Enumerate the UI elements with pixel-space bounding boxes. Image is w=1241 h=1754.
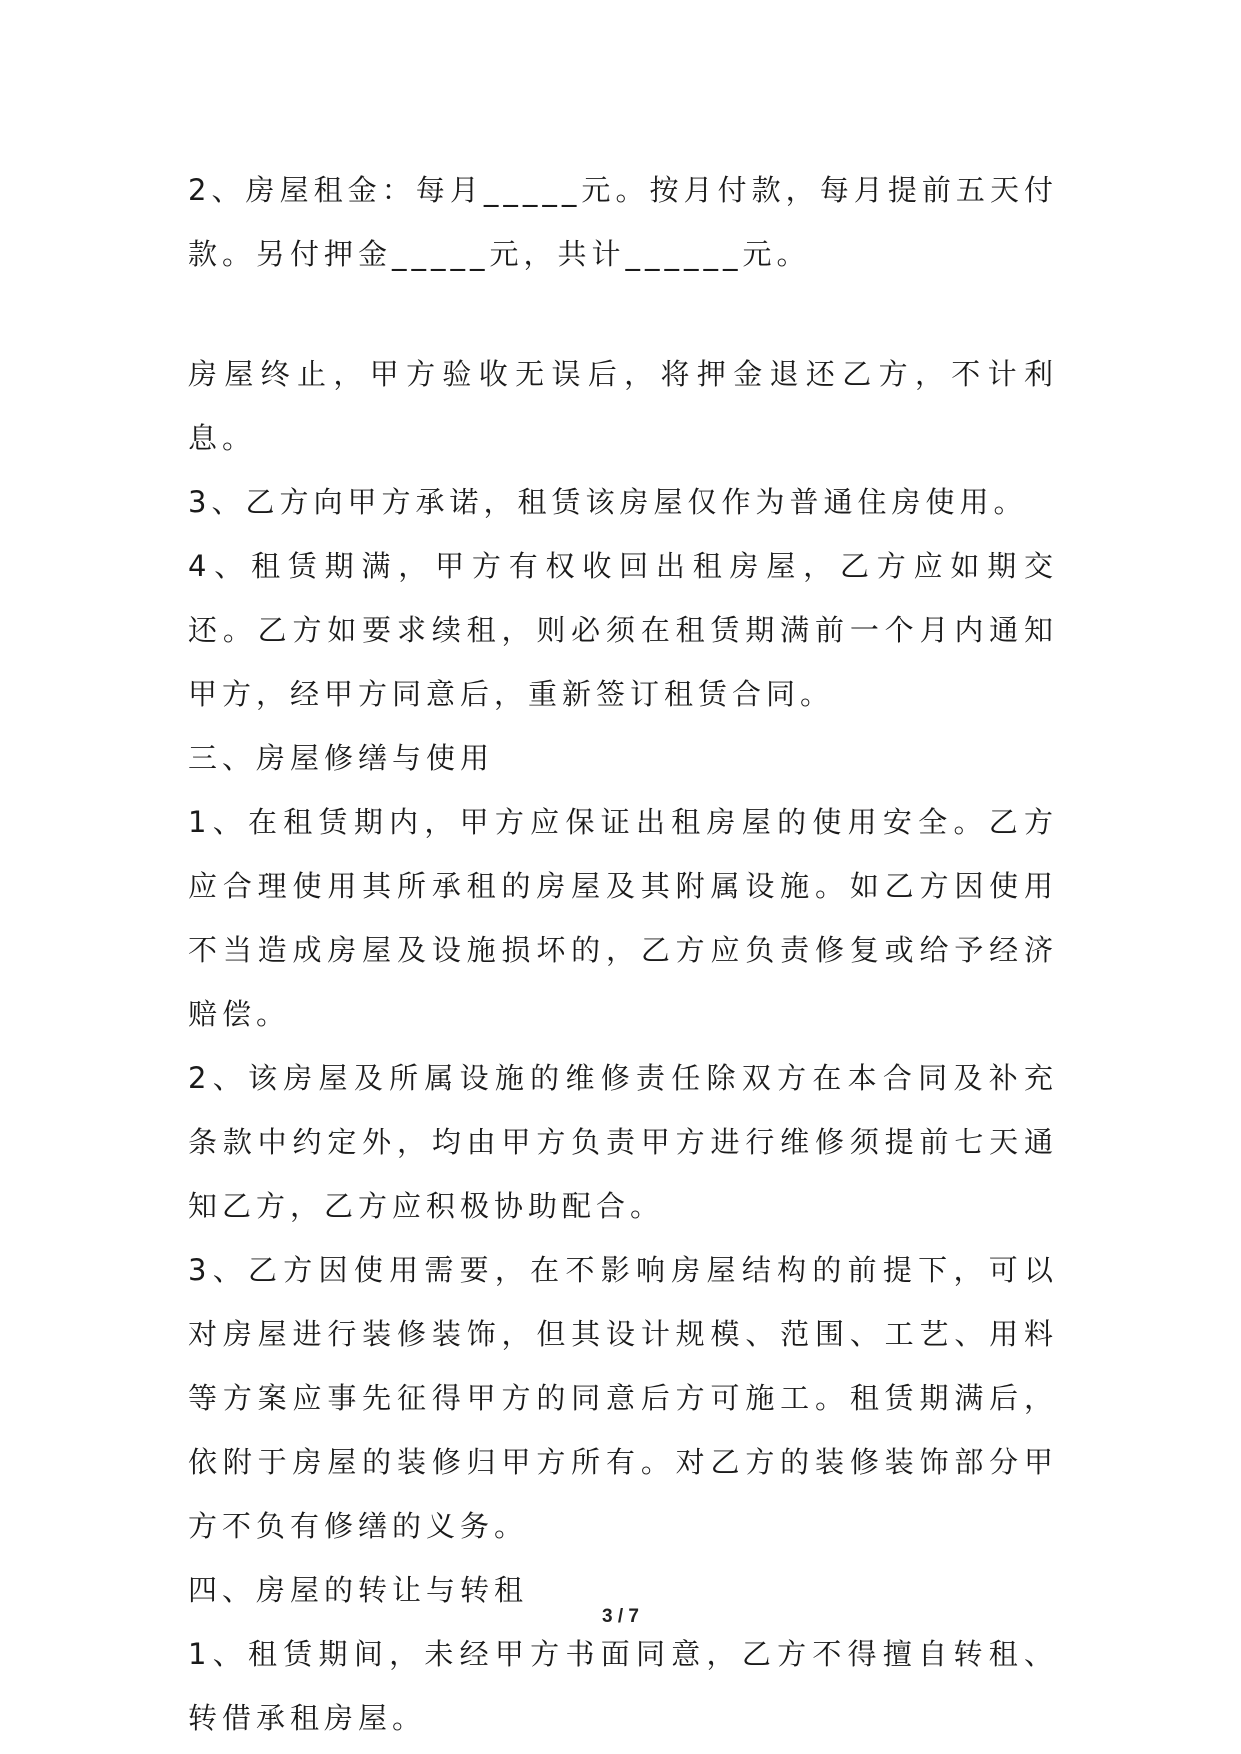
paragraph-rent: 2、房屋租金：每月_____元。按月付款，每月提前五天付款。另付押金_____元，共计______元。	[188, 173, 1058, 271]
paragraph-residential-use: 3、乙方向甲方承诺，租赁该房屋仅作为普通住房使用。	[188, 485, 1028, 519]
section-heading-repair-use: 三、房屋修缮与使用	[188, 741, 495, 775]
paragraph-decoration: 3、乙方因使用需要，在不影响房屋结构的前提下，可以对房屋进行装修装饰，但其设计规模、范围、工艺、用料等方案应事先征得甲方的同意后方可施工。租赁期满后，依附于房屋的装修归甲方所有。对乙方的装修装饰部分甲方不负有修缮的义务。	[188, 1253, 1058, 1543]
section-heading-transfer-sublease: 四、房屋的转让与转租	[188, 1573, 529, 1607]
document-body	[188, 158, 1058, 1750]
paragraph-deposit-return: 房屋终止，甲方验收无误后，将押金退还乙方，不计利息。	[188, 357, 1058, 455]
paragraph-sublease-ban: 1、租赁期间，未经甲方书面同意，乙方不得擅自转租、转借承租房屋。	[188, 1637, 1058, 1735]
paragraph-maintenance: 2、该房屋及所属设施的维修责任除双方在本合同及补充条款中约定外，均由甲方负责甲方进行维修须提前七天通知乙方，乙方应积极协助配合。	[188, 1061, 1058, 1223]
page-number: 3 / 7	[602, 1606, 639, 1627]
paragraph-safety-use: 1、在租赁期内，甲方应保证出租房屋的使用安全。乙方应合理使用其所承租的房屋及其附属设施。如乙方因使用不当造成房屋及设施损坏的，乙方应负责修复或给予经济赔偿。	[188, 805, 1058, 1031]
paragraph-lease-expiry: 4、租赁期满，甲方有权收回出租房屋，乙方应如期交还。乙方如要求续租，则必须在租赁期满前一个月内通知甲方，经甲方同意后，重新签订租赁合同。	[188, 549, 1058, 711]
paragraph-gap	[188, 286, 1058, 342]
